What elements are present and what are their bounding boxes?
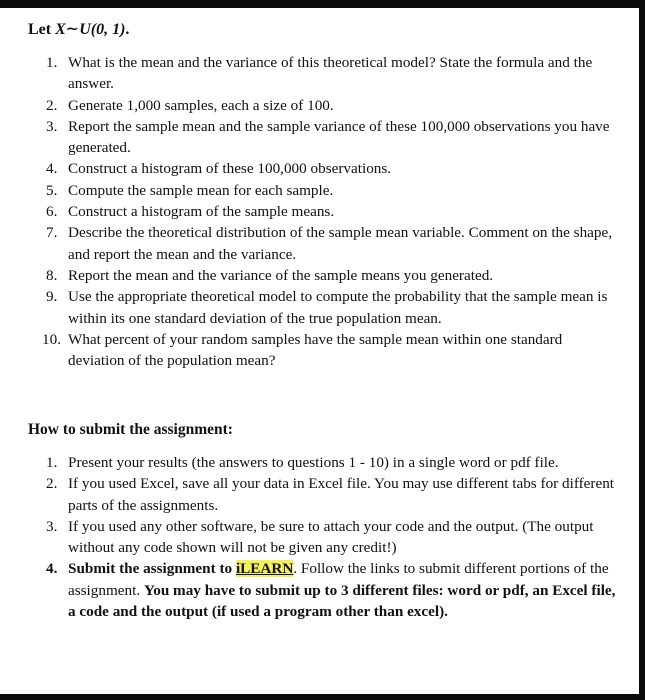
question-text: Report the sample mean and the sample variance of these 100,000 observations you have generated.: [68, 117, 610, 157]
question-item: [46, 265, 621, 286]
question-item: [46, 201, 621, 222]
question-text: Construct a histogram of these 100,000 observations.: [68, 160, 392, 178]
question-text: Compute the sample mean for each sample.: [68, 181, 334, 199]
instruction-item: [46, 558, 621, 622]
submission-instructions-list: [46, 452, 621, 622]
question-number: 3.: [46, 117, 58, 135]
bottom-frame-edge: [0, 694, 645, 700]
instruction-item: [46, 473, 621, 516]
distribution-notation: X∼U(0, 1): [55, 21, 126, 38]
instruction-number: 3.: [46, 517, 58, 535]
question-item: [46, 95, 621, 116]
question-number: 8.: [46, 266, 58, 284]
question-item: [46, 222, 621, 265]
instruction-number: 1.: [46, 454, 58, 471]
question-text: What is the mean and the variance of this theoretical model? State the formula and the answer.: [68, 54, 593, 93]
question-number: 6.: [46, 203, 58, 221]
question-text: Report the mean and the variance of the sample means you generated.: [68, 266, 494, 284]
instruction-number: 4.: [46, 560, 58, 578]
instruction-item: [46, 452, 621, 473]
instruction-text: . Follow the links to submit different portions of the assignment.: [68, 560, 609, 599]
heading-prefix: Let: [28, 21, 56, 38]
question-number: 2.: [46, 96, 58, 114]
question-item: [42, 329, 621, 372]
problem-heading: [28, 19, 129, 41]
question-number: 9.: [46, 288, 58, 306]
question-text: Use the appropriate theoretical model to compute the probability that the sample mean is within its one standard deviation of the true population mean.: [68, 288, 608, 327]
question-item: [46, 116, 621, 159]
instruction-bold-lead: Submit the assignment to: [68, 560, 236, 578]
question-item: [46, 52, 621, 95]
question-number: 1.: [46, 54, 58, 71]
instruction-number: 2.: [46, 475, 58, 493]
instruction-text: If you used Excel, save all your data in Excel file. You may use different tabs for different parts of the assignments.: [68, 475, 615, 514]
question-text: What percent of your random samples have the sample mean within one standard deviation of the population mean?: [68, 330, 563, 370]
instruction-text: If you used any other software, be sure to attach your code and the output. (The output without any code shown will not be given any credit!): [68, 517, 594, 557]
instruction-bold-tail: You may have to submit up to 3 different files: word or pdf, an Excel file, a code and the output (if used a program other than excel).: [68, 581, 616, 621]
instruction-item: [46, 516, 621, 559]
question-text: Construct a histogram of the sample means.: [68, 203, 335, 221]
question-item: [46, 158, 621, 179]
question-list: [42, 52, 621, 371]
question-text: Generate 1,000 samples, each a size of 100.: [68, 96, 334, 114]
question-number: 7.: [46, 224, 58, 242]
question-item: [46, 286, 621, 329]
ilearn-highlight: iLEARN: [235, 560, 294, 578]
instruction-text: Present your results (the answers to questions 1 - 10) in a single word or pdf file.: [68, 454, 559, 471]
question-number: 10.: [42, 330, 61, 348]
question-text: Describe the theoretical distribution of the sample mean variable. Comment on the shape, and report the mean and the variance.: [68, 224, 613, 263]
question-number: 4.: [46, 160, 58, 178]
submission-section-title: How to submit the assignment:: [28, 421, 233, 438]
question-number: 5.: [46, 181, 58, 199]
heading-suffix: .: [125, 21, 130, 38]
question-item: [46, 180, 621, 201]
top-frame-edge: [0, 0, 645, 8]
right-frame-edge: [639, 0, 645, 700]
